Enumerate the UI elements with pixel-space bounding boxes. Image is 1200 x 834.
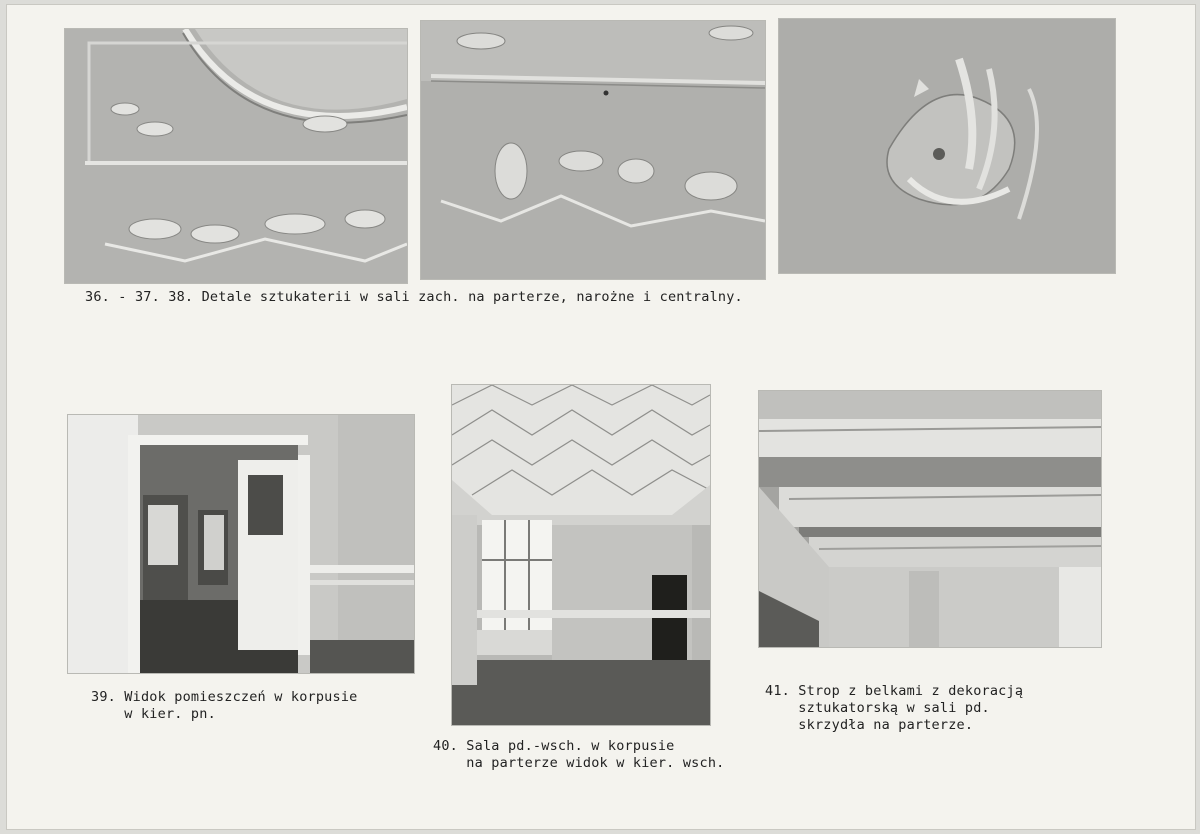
caption-41-line3: skrzydła na parterze. (765, 717, 974, 733)
caption-39-line1: 39. Widok pomieszczeń w korpusie (91, 689, 358, 705)
photo-37-stucco-frieze (421, 21, 765, 279)
photo-40-hall-southeast (452, 385, 710, 725)
photo-39-room-view (68, 415, 414, 673)
caption-41-line1: 41. Strop z belkami z dekoracją (765, 683, 1024, 699)
caption-39-line2: w kier. pn. (91, 706, 216, 722)
photo-38-stucco-central (779, 19, 1115, 273)
document-sheet (6, 4, 1196, 830)
photo-36-stucco-corner (65, 29, 407, 283)
caption-40-line1: 40. Sala pd.-wsch. w korpusie (433, 738, 675, 754)
caption-photos-36-38: 36. - 37. 38. Detale sztukaterii w sali zach. na parterze, narożne i centralny. (85, 289, 743, 305)
photo-41-beamed-ceiling (759, 391, 1101, 647)
caption-41-line2: sztukatorską w sali pd. (765, 700, 990, 716)
caption-40-line2: na parterze widok w kier. wsch. (433, 755, 725, 771)
